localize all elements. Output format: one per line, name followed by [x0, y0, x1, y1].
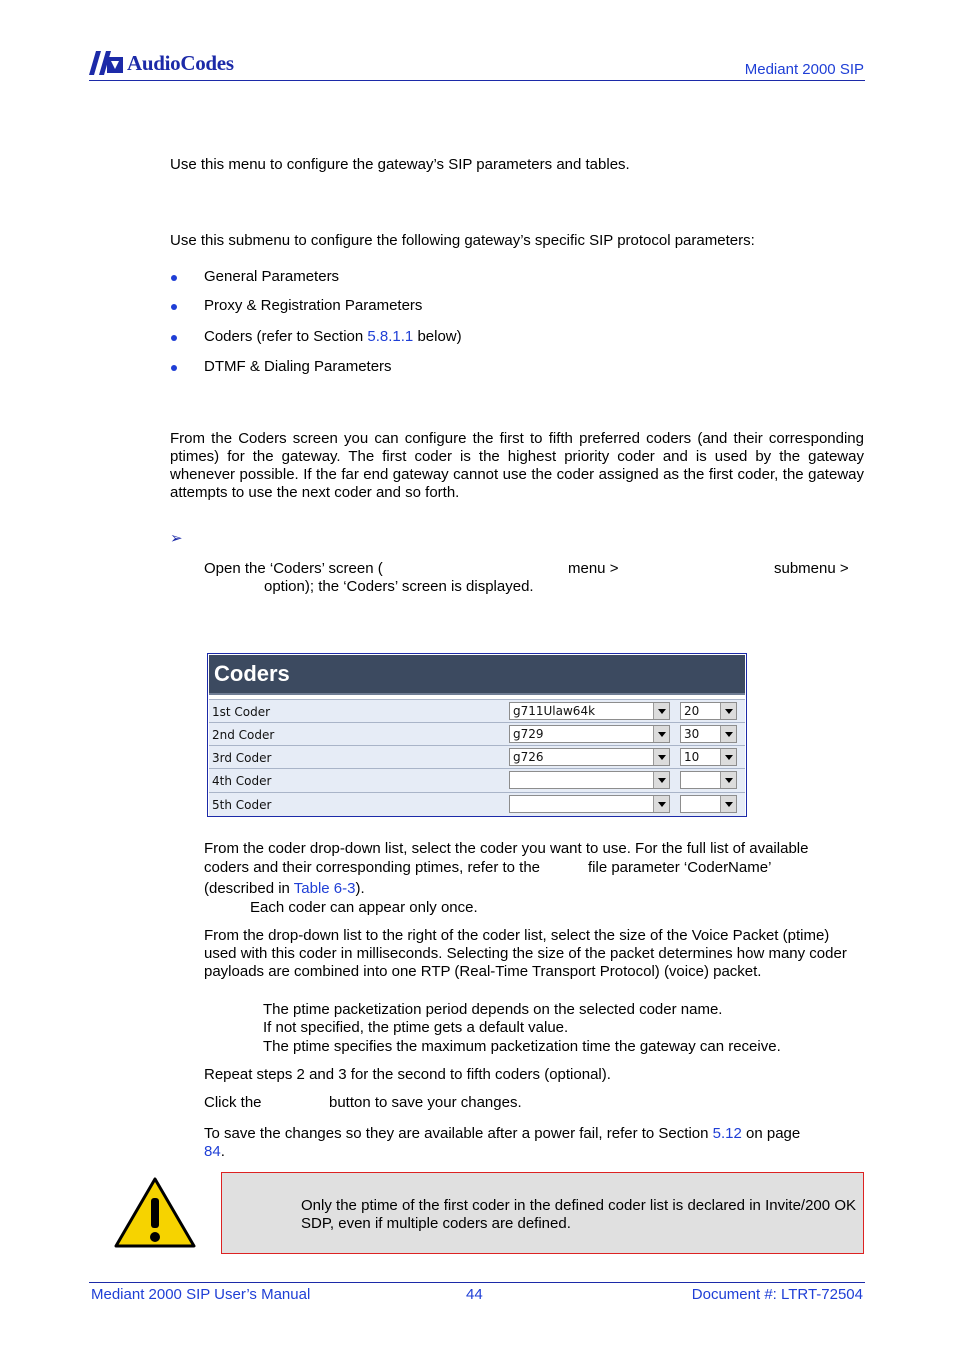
- ptime-4-select[interactable]: [680, 771, 737, 789]
- list-item: General Parameters: [204, 268, 340, 285]
- ptime-3-value: 10: [684, 750, 700, 764]
- bullet-icon: [171, 275, 177, 281]
- header-divider: [89, 80, 865, 81]
- chevron-down-icon[interactable]: [720, 772, 736, 788]
- coder-row-2: [209, 722, 745, 746]
- step-1-part-c: submenu >: [774, 560, 849, 577]
- page-link[interactable]: 84: [204, 1143, 221, 1160]
- coders-screen: [207, 653, 747, 817]
- bullet-icon: [171, 304, 177, 310]
- coder-row-label: 3rd Coder: [212, 751, 272, 765]
- step-2-line-1: From the coder drop-down list, select the coder you want to use. For the full list of available: [204, 840, 809, 857]
- chevron-down-icon[interactable]: [653, 726, 669, 742]
- coder-row-label: 5th Coder: [212, 798, 272, 812]
- footer-divider: [89, 1282, 865, 1283]
- step-5-part-a: Click the: [204, 1094, 262, 1111]
- list-item: DTMF & Dialing Parameters: [204, 358, 392, 375]
- list-item-text: below): [413, 328, 462, 345]
- coder-row-label: 1st Coder: [212, 705, 271, 719]
- step-2-text: (described in: [204, 880, 294, 897]
- step-6-text-a: To save the changes so they are available after a power fail, refer to Section: [204, 1125, 713, 1142]
- coder-4-select[interactable]: [509, 771, 670, 789]
- coders-title-bar: [209, 655, 745, 695]
- coder-row-label: 2nd Coder: [212, 728, 275, 742]
- bullet-icon: [171, 365, 177, 371]
- section-link[interactable]: 5.8.1.1: [367, 328, 414, 345]
- coder-3-value: g726: [513, 750, 544, 764]
- step-2-note: Each coder can appear only once.: [250, 899, 478, 916]
- coder-2-value: g729: [513, 727, 544, 741]
- ptime-2-value: 30: [684, 727, 700, 741]
- step-3-note-1: The ptime packetization period depends on the selected coder name.: [263, 1001, 723, 1018]
- chevron-down-icon[interactable]: [653, 703, 669, 719]
- step-3-note-3: The ptime specifies the maximum packetization time the gateway can receive.: [263, 1038, 781, 1055]
- step-5-part-b: button to save your changes.: [329, 1094, 522, 1111]
- coder-3-select[interactable]: [509, 748, 670, 766]
- logo-text: AudioCodes: [127, 50, 234, 75]
- ptime-2-select[interactable]: [680, 725, 737, 743]
- chevron-down-icon[interactable]: [720, 703, 736, 719]
- coder-row-1: [209, 699, 745, 723]
- coder-row-5: [209, 792, 745, 816]
- bullet-icon: [171, 335, 177, 341]
- warning-icon: [113, 1176, 197, 1249]
- list-item-text: Coders (refer to Section: [204, 328, 368, 345]
- chevron-down-icon[interactable]: [653, 796, 669, 812]
- procedure-arrow-icon: ➢: [170, 530, 183, 547]
- step-1-part-b: menu >: [568, 560, 619, 577]
- step-6-text-c: .: [220, 1143, 225, 1160]
- header-product-name: Mediant 2000 SIP: [744, 61, 864, 78]
- step-3-text: From the drop-down list to the right of the coder list, select the size of the Voice Packet (ptime) used with this coder in milliseconds. Selecting the size of the packet determines how many coder payloads are combined into one RTP (Real-Time Transport Protocol) (voice) packet.: [204, 927, 847, 980]
- coder-row-label: 4th Coder: [212, 774, 272, 788]
- chevron-down-icon[interactable]: [720, 749, 736, 765]
- coder-5-select[interactable]: [509, 795, 670, 813]
- coders-description: From the Coders screen you can configure the first to fifth preferred coders (and their corresponding ptimes) for the gateway. The first coder is the highest priority coder and is used by the gateway whenever possible. If the far end gateway cannot use the coder assigned as the first coder, the gateway attempts to use the next coder and so forth.: [170, 430, 864, 501]
- step-2-line-3: [204, 880, 365, 898]
- footer-manual-title: Mediant 2000 SIP User’s Manual: [91, 1286, 311, 1303]
- footer-document-number: Document #: LTRT-72504: [691, 1286, 863, 1303]
- list-item: Proxy & Registration Parameters: [204, 297, 423, 314]
- chevron-down-icon[interactable]: [720, 796, 736, 812]
- coder-row-4: [209, 768, 745, 792]
- chevron-down-icon[interactable]: [653, 749, 669, 765]
- coders-title: Coders: [214, 661, 290, 686]
- step-2-line-2b: file parameter ‘CoderName’: [588, 859, 772, 876]
- ptime-5-select[interactable]: [680, 795, 737, 813]
- ptime-1-value: 20: [684, 704, 700, 718]
- coder-1-select[interactable]: [509, 702, 670, 720]
- list-item: [204, 328, 462, 346]
- chevron-down-icon[interactable]: [653, 772, 669, 788]
- coder-2-select[interactable]: [509, 725, 670, 743]
- audiocodes-logo: [89, 48, 234, 78]
- step-6-text-b: on page: [741, 1125, 801, 1142]
- menu-description: Use this menu to configure the gateway’s SIP parameters and tables.: [170, 156, 630, 173]
- step-2-line-2a: coders and their corresponding ptimes, refer to the: [204, 859, 541, 876]
- ptime-3-select[interactable]: [680, 748, 737, 766]
- step-1-part-d: option); the ‘Coders’ screen is displayed.: [264, 578, 534, 595]
- step-3-note-2: If not specified, the ptime gets a default value.: [263, 1019, 569, 1036]
- coder-row-3: [209, 745, 745, 769]
- step-4-text: Repeat steps 2 and 3 for the second to fifth coders (optional).: [204, 1066, 611, 1083]
- coder-1-value: g711Ulaw64k: [513, 704, 596, 718]
- chevron-down-icon[interactable]: [720, 726, 736, 742]
- step-1-part-a: Open the ‘Coders’ screen (: [204, 560, 383, 577]
- section-link[interactable]: 5.12: [712, 1125, 742, 1142]
- ptime-1-select[interactable]: [680, 702, 737, 720]
- footer-page-number: 44: [466, 1286, 483, 1303]
- step-6-text: [204, 1125, 864, 1161]
- step-2-text: ).: [355, 880, 365, 897]
- audiocodes-logo-icon: [89, 49, 123, 77]
- table-link[interactable]: Table 6-3: [293, 880, 356, 897]
- note-box: [221, 1172, 864, 1254]
- note-text: Only the ptime of the first coder in the defined coder list is declared in Invite/200 OK SDP, even if multiple coders are defined.: [301, 1197, 856, 1232]
- submenu-description: Use this submenu to configure the following gateway’s specific SIP protocol parameters:: [170, 232, 755, 249]
